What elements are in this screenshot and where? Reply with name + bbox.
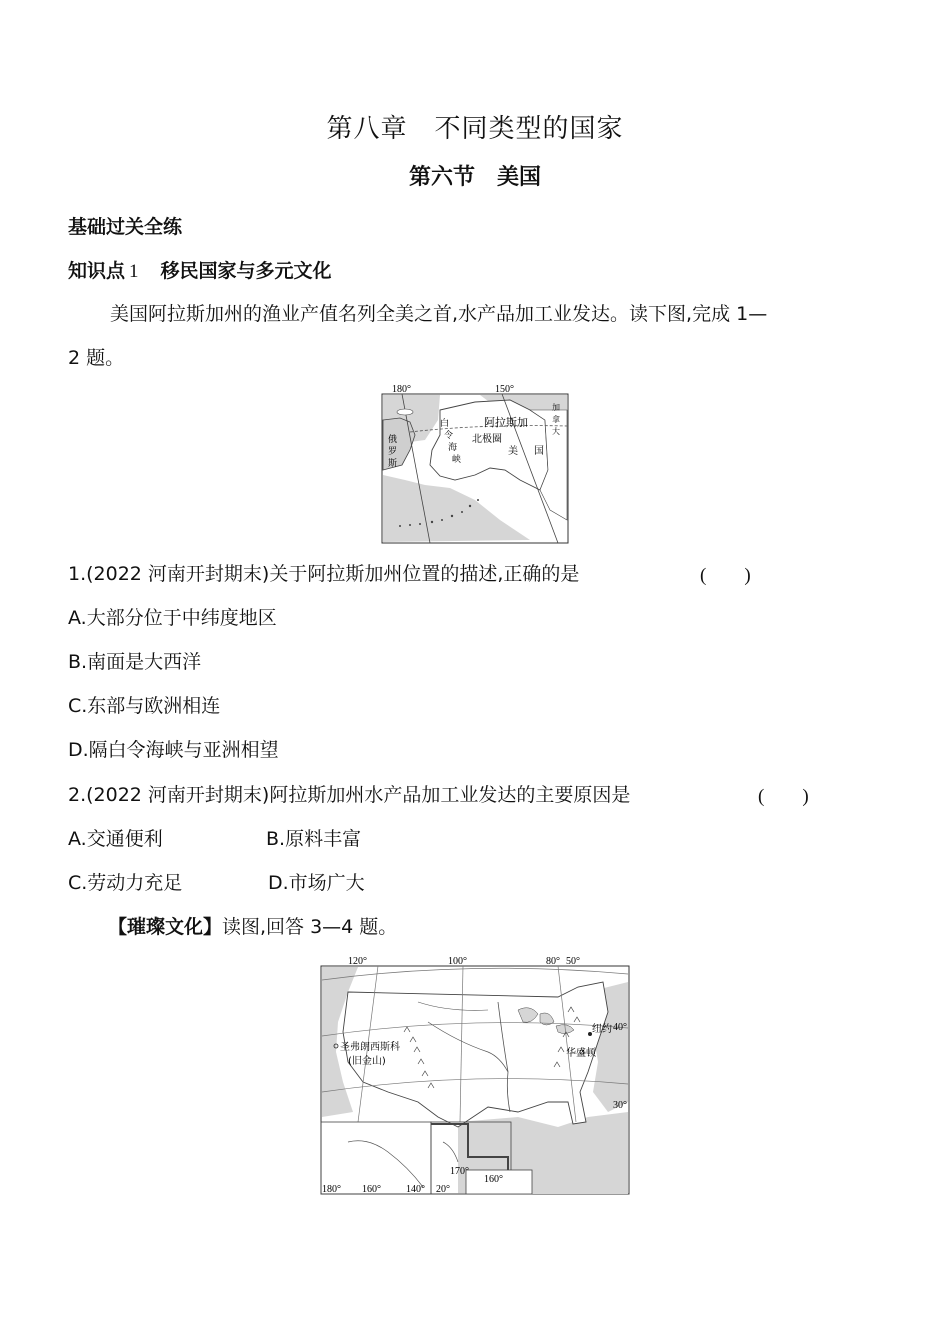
q1-option-c: C.东部与欧洲相连 [68,695,221,717]
label-jia: 加 [552,403,560,412]
label-guo: 国 [534,446,544,457]
culture-tag: 【璀璨文化】 [108,916,223,938]
label-hai: 海 [448,443,458,453]
q1-stem: 1.(2022 河南开封期末)关于阿拉斯加州位置的描述,正确的是 [68,563,580,585]
alaska-map [380,380,570,545]
knowledge-point-label: 知识点 [68,260,126,282]
lat-label-40: 40° [613,1022,627,1033]
label-ling: 令 [444,431,454,441]
knowledge-point-number: 1 [129,261,139,282]
inset-label-160b: 160° [484,1174,503,1185]
knowledge-point-title: 移民国家与多元文化 [160,260,332,282]
inset-label-180: 180° [322,1184,341,1195]
label-alaska: 阿拉斯加 [484,416,528,429]
q2-option-c: C.劳动力充足 [68,872,183,894]
inset-label-140: 140° [406,1184,425,1195]
intro-line-2: 2 题。 [68,347,125,369]
label-da: 大 [552,427,560,436]
lon-label-50: 50° [566,956,580,967]
q2-option-a: A.交通便利 [68,828,163,850]
label-luo: 罗 [388,447,398,457]
label-si: 斯 [388,459,398,469]
label-san-francisco: 圣弗朗西斯科 [340,1042,400,1053]
lon-label-100: 100° [448,956,467,967]
q2-answer-paren: ( ) [758,786,809,807]
inset-label-170: 170° [450,1166,469,1177]
label-washington: 华盛顿 [566,1048,596,1059]
q2-stem: 2.(2022 河南开封期末)阿拉斯加州水产品加工业发达的主要原因是 [68,784,631,806]
label-na: 拿 [552,415,560,424]
q2-option-b: B.原料丰富 [266,828,362,850]
q2-option-d: D.市场广大 [268,872,365,894]
lat-label-30: 30° [613,1100,627,1111]
culture-prompt [108,913,397,941]
lon-label-150: 150° [495,384,514,395]
q1-option-b: B.南面是大西洋 [68,651,202,673]
culture-text: 读图,回答 3—4 题。 [222,916,398,938]
label-old-gold-mountain: (旧金山) [348,1056,386,1067]
label-bai: 白 [440,419,450,429]
section-title: 第六节 美国 [408,165,541,190]
inset-label-160: 160° [362,1184,381,1195]
lon-label-80: 80° [546,956,560,967]
q1-option-a: A.大部分位于中纬度地区 [68,607,277,629]
practice-heading: 基础过关全练 [68,216,183,238]
q1-answer-paren: ( ) [700,565,751,586]
chapter-title: 第八章 不同类型的国家 [326,114,624,144]
label-mei: 美 [508,446,518,457]
q1-option-d: D.隔白令海峡与亚洲相望 [68,739,279,761]
intro-line-1: 美国阿拉斯加州的渔业产值名列全美之首,水产品加工业发达。读下图,完成 1— [110,303,768,325]
lat-label-20: 20° [436,1184,450,1195]
label-new-york: 纽约 [592,1024,612,1035]
label-xia: 峡 [452,455,462,465]
label-e: 俄 [388,435,398,445]
lon-label-120: 120° [348,956,367,967]
usa-map [318,952,632,1198]
knowledge-point [68,256,332,283]
label-arctic-circle: 北极圈 [472,434,502,445]
lon-label-180: 180° [392,384,411,395]
